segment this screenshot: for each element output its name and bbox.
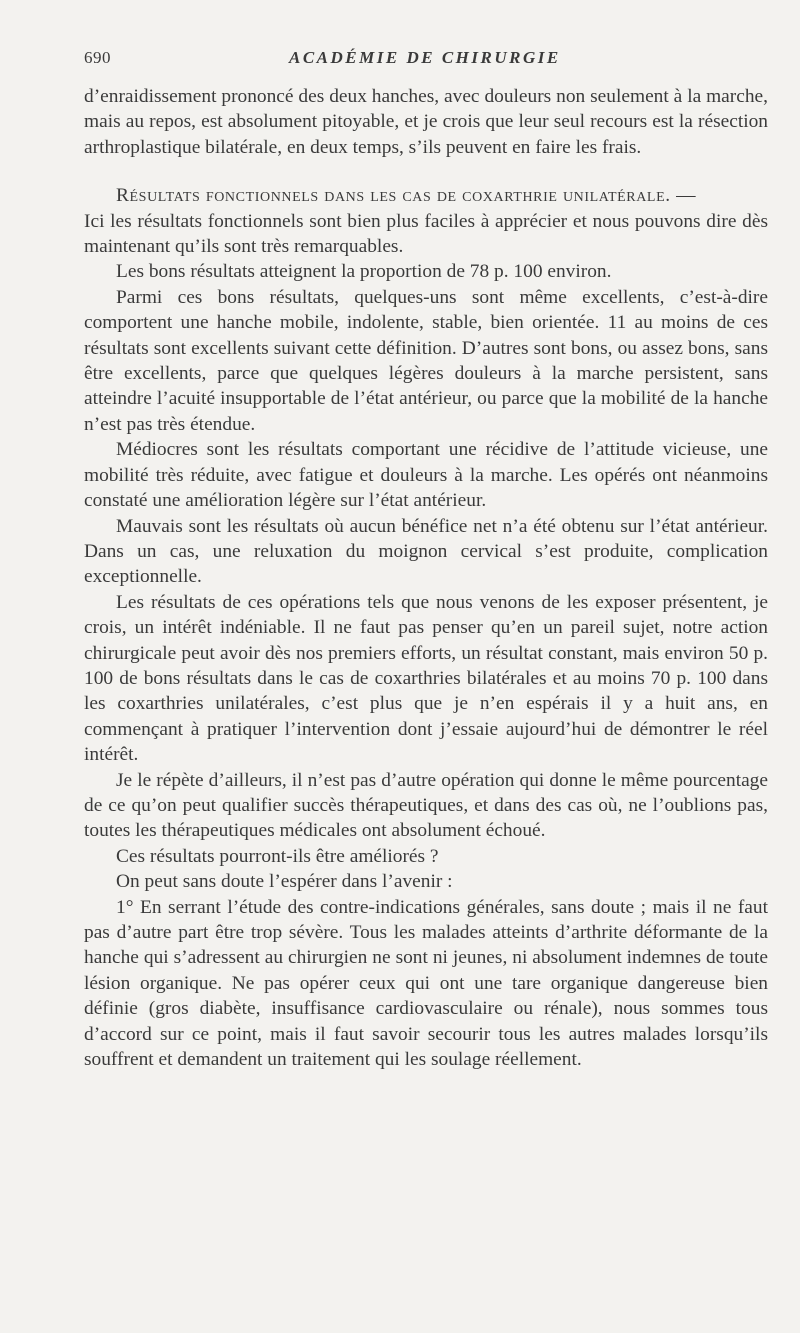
paragraph: Médiocres sont les résultats comportant une récidive de l’attitude vicieuse, une mobilité très réduite, avec fatigue et douleurs à la marche. Les opérés ont néanmoins constaté une amélioration légère sur l’état antérieur. — [84, 439, 768, 512]
section-paragraph — [84, 183, 768, 259]
paragraph: Les bons résultats atteignent la proportion de 78 p. 100 environ. — [116, 261, 612, 283]
paragraph: Je le répète d’ailleurs, il n’est pas d’autre opération qui donne le même pourcentage de ce qu’on peut qualifier succès thérapeutiques, et dans des cas où, ne l’oublions pas, toutes les thérapeutiques médicales ont absolument échoué. — [84, 769, 768, 842]
page-header — [84, 48, 774, 74]
section-intro-text: Ici les résultats fonctionnels sont bien plus faciles à apprécier et nous pouvons dire dès maintenant qu’ils sont très remarquables. — [84, 210, 768, 258]
paragraph: On peut sans doute l’espérer dans l’avenir : — [116, 871, 453, 893]
paragraph-continued: d’enraidissement prononcé des deux hanches, avec douleurs non seulement à la marche, mais au repos, est absolument pitoyable, et je crois que leur seul recours est la résection arthroplastique bilatérale, en deux temps, s’ils peuvent en faire les frais. — [84, 86, 768, 158]
paragraph: Les résultats de ces opérations tels que nous venons de les exposer présentent, je crois, un intérêt indéniable. Il ne faut pas penser qu’en un pareil sujet, notre action chirurgicale peut avoir dès nos premiers efforts, un résultat constant, mais environ 50 p. 100 de bons résultats dans le cas de coxarthries bilatérales et au moins 70 p. 100 dans les coxarthries unilatérales, c’est plus que je n’en espérais il y a huit ans, en commençant à pratiquer l’intervention dont j’essaie aujourd’hui de démontrer le réel intérêt. — [84, 591, 768, 766]
running-title: ACADÉMIE DE CHIRURGIE — [289, 48, 561, 67]
page-number: 690 — [84, 48, 111, 67]
paragraph: Mauvais sont les résultats où aucun bénéfice net n’a été obtenu sur l’état antérieur. Dans un cas, une reluxation du moignon cervical s’est produite, complication exceptionnelle. — [84, 515, 768, 588]
body-text — [84, 84, 768, 1072]
section-heading: Résultats fonctionnels dans les cas de coxarthrie unilatérale. — — [116, 185, 697, 207]
paragraph: Parmi ces bons résultats, quelques-uns sont même excellents, c’est-à-dire comportent une hanche mobile, indolente, stable, bien orientée. 11 au moins de ces résultats sont excellents suivant cette définition. D’autres sont bons, ou assez bons, sans être excellents, parce que quelques légères douleurs à la marche persistent, sans atteindre l’acuité insupportable de l’état antérieur, ou parce que la mobilité de la hanche n’est pas très étendue. — [84, 286, 768, 435]
paragraph: Ces résultats pourront-ils être améliorés ? — [116, 845, 439, 867]
paragraph: 1° En serrant l’étude des contre-indications générales, sans doute ; mais il ne faut pas d’autre part être trop sévère. Tous les malades atteints d’arthrite déformante de la hanche qui s’adressent au chirurgien ne sont ni jeunes, ni absolument indemnes de toute lésion organique. Ne pas opérer ceux qui ont une tare organique dangereuse bien définie (gros diabète, insuffisance cardiovasculaire ou rénale), nous sommes tous d’accord sur ce point, mais il faut savoir secourir tous les autres malades lorsqu’ils souffrent et demandent un traitement qui les soulage réellement. — [84, 896, 768, 1071]
